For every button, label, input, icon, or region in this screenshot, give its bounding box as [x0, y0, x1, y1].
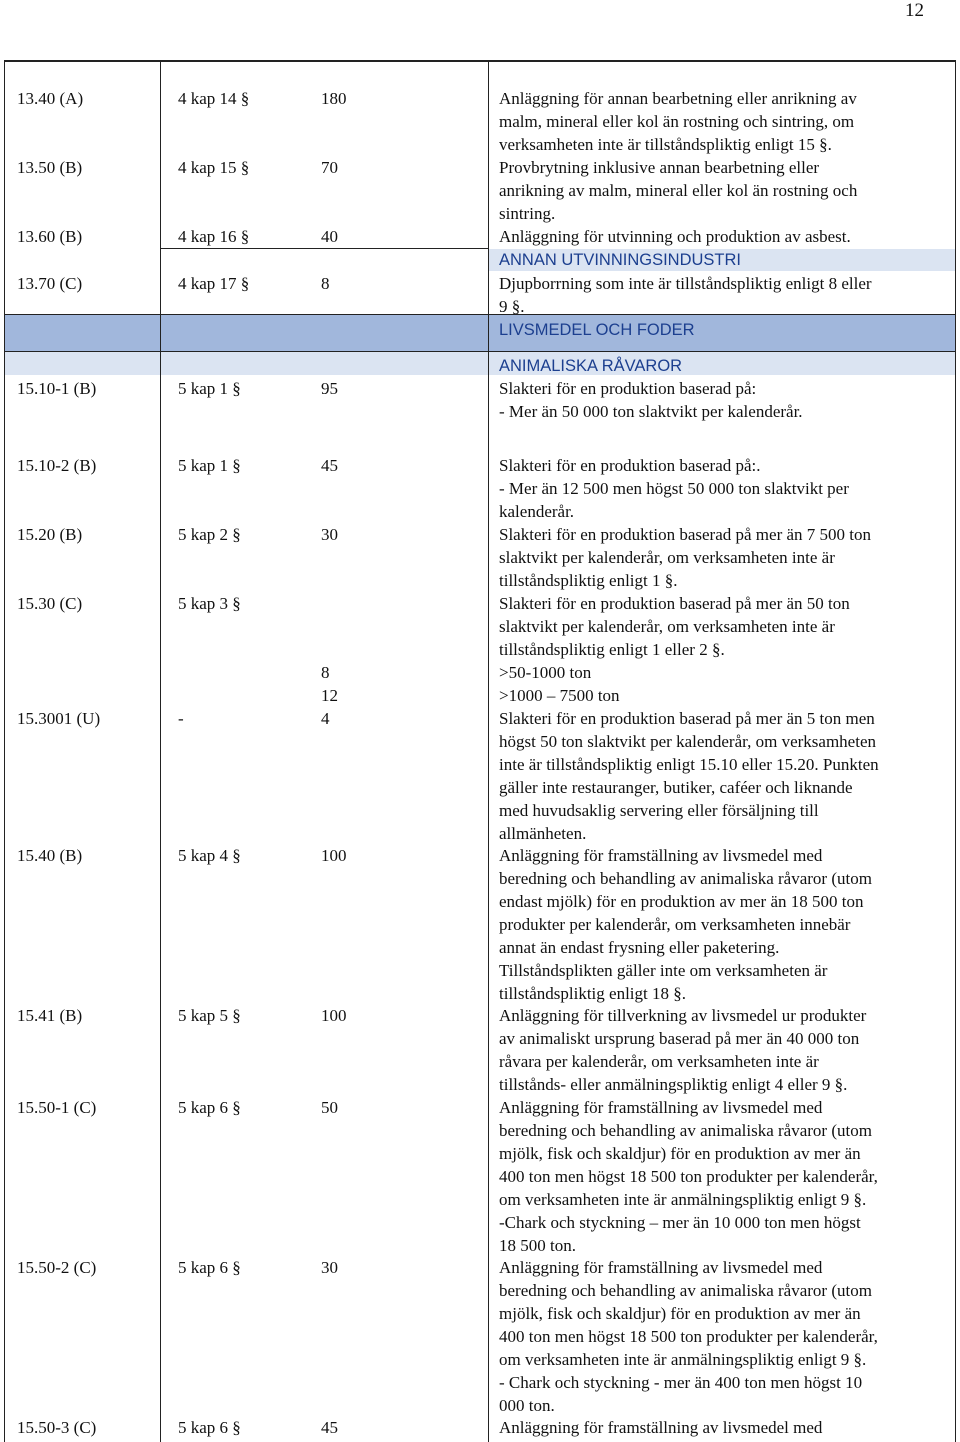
section-header-annan-utvinningsindustri: ANNAN UTVINNINGSINDUSTRI [499, 251, 742, 269]
row-code: 13.50 (B) [17, 158, 83, 177]
row-section: 4 kap 14 § [178, 89, 250, 108]
row-points: 100 [321, 1006, 347, 1025]
row-section: 5 kap 3 § [178, 594, 241, 613]
row-section: 5 kap 6 § [178, 1258, 241, 1277]
row-section: 5 kap 6 § [178, 1418, 241, 1437]
row-section: 5 kap 2 § [178, 525, 241, 544]
row-section: 5 kap 1 § [178, 379, 241, 398]
row-points: 45 [321, 456, 338, 475]
row-code: 15.50-2 (C) [17, 1258, 97, 1277]
row-description: Anläggning för framställning av livsmedel med beredning och behandling av animaliska råvaror (utom mjölk, fisk och skaldjur) för en produktion av mer än 400 ton men högst 18 500 ton produkter per kalenderår, om verksamheten inte är anmälningspliktig enligt 9 §. - Chark och styckning - mer än 400 ton men högst 10 000 ton. [499, 1258, 878, 1415]
row-points: 8 [321, 274, 330, 293]
row-description: Anläggning för framställning av livsmedel med [499, 1418, 823, 1437]
row-points: 180 [321, 89, 347, 108]
row-points: 30 [321, 1258, 338, 1277]
col-divider-2 [488, 61, 489, 1442]
row-line [5, 351, 955, 352]
row-points: 95 [321, 379, 338, 398]
row-description: Anläggning för framställning av livsmedel med beredning och behandling av animaliska råvaror (utom endast mjölk) för en produktion av mer än 18 500 ton produkter per kalenderår, om verksamheten innebär annat än endast frysning eller paketering. Tillståndsplikten gäller inte om verksamheten är tillståndspliktig enligt 18 §. [499, 846, 872, 1003]
row-points: 70 [321, 158, 338, 177]
row-description: Djupborrning som inte är tillståndspliktig enligt 8 eller 9 §. [499, 274, 872, 316]
row-line [5, 61, 955, 62]
header-band-animaliska [5, 351, 955, 375]
row-description: Anläggning för utvinning och produktion av asbest. [499, 227, 851, 246]
row-description: Slakteri för en produktion baserad på mer än 5 ton men högst 50 ton slaktvikt per kalenderår, om verksamheten inte är tillståndspliktig enligt 15.10 eller 15.20. Punkten gäller inte restauranger, butiker, caféer och liknande med huvudsaklig servering eller försäljning till allmänheten. [499, 709, 879, 843]
row-points: 45 [321, 1418, 338, 1437]
section-header-livsmedel-och-foder: LIVSMEDEL OCH FODER [499, 321, 695, 339]
row-section: 5 kap 5 § [178, 1006, 241, 1025]
header-band-livsmedel [5, 315, 955, 351]
row-description: Provbrytning inklusive annan bearbetning eller anrikning av malm, mineral eller kol än rostning och sintring. [499, 158, 858, 223]
row-section: 4 kap 16 § [178, 227, 250, 246]
row-description: Anläggning för framställning av livsmedel med beredning och behandling av animaliska råvaror (utom mjölk, fisk och skaldjur) för en produktion av mer än 400 ton men högst 18 500 ton produkter per kalenderår, om verksamheten inte är anmälningspliktig enligt 9 §. -Chark och styckning – mer än 10 000 ton men högst 18 500 ton. [499, 1098, 878, 1255]
row-section: 4 kap 15 § [178, 158, 250, 177]
row-line [160, 248, 489, 249]
row-code: 15.3001 (U) [17, 709, 101, 728]
row-description: Anläggning för annan bearbetning eller anrikning av malm, mineral eller kol än rostning och sintring, om verksamheten inte är tillståndspliktig enligt 15 §. [499, 89, 857, 154]
row-code: 15.50-3 (C) [17, 1418, 97, 1437]
row-code: 15.10-1 (B) [17, 379, 97, 398]
row-code: 13.40 (A) [17, 89, 84, 108]
row-description: Slakteri för en produktion baserad på mer än 7 500 ton slaktvikt per kalenderår, om verksamheten inte är tillståndspliktig enligt 1 §. [499, 525, 872, 590]
row-code: 15.20 (B) [17, 525, 83, 544]
row-section: 4 kap 17 § [178, 274, 250, 293]
row-code: 15.40 (B) [17, 846, 83, 865]
row-code: 15.41 (B) [17, 1006, 83, 1025]
row-points: 50 [321, 1098, 338, 1117]
row-points: 100 [321, 846, 347, 865]
row-code: 13.70 (C) [17, 274, 83, 293]
row-section: 5 kap 4 § [178, 846, 241, 865]
row-code: 15.30 (C) [17, 594, 83, 613]
row-code: 15.50-1 (C) [17, 1098, 97, 1117]
row-points: 30 [321, 525, 338, 544]
row-description: Slakteri för en produktion baserad på mer än 50 ton slaktvikt per kalenderår, om verksamheten inte är tillståndspliktig enligt 1 eller 2 §. >50-1000 ton >1000 – 7500 ton [499, 594, 850, 705]
row-section: 5 kap 6 § [178, 1098, 241, 1117]
row-code: 13.60 (B) [17, 227, 83, 246]
row-points: 4 [321, 709, 330, 728]
page-number: 12 [905, 0, 924, 21]
section-header-animaliska-ravaror: ANIMALISKA RÅVAROR [499, 357, 683, 375]
row-description: Slakteri för en produktion baserad på:. - Mer än 12 500 men högst 50 000 ton slaktvikt per kalenderår. [499, 456, 849, 521]
row-code: 15.10-2 (B) [17, 456, 97, 475]
col-divider-1 [160, 61, 161, 1442]
row-description: Anläggning för tillverkning av livsmedel ur produkter av animaliskt ursprung baserad på mer än 40 000 ton råvara per kalenderår, om verksamheten inte är tillstånds- eller anmälningspliktig enligt 4 eller 9 §. [499, 1006, 867, 1094]
row-points: 8 12 [321, 663, 338, 705]
activity-table [4, 60, 956, 1442]
row-points: 40 [321, 227, 338, 246]
row-section: - [178, 709, 184, 728]
row-description: Slakteri för en produktion baserad på: - Mer än 50 000 ton slaktvikt per kalenderår. [499, 379, 803, 421]
row-section: 5 kap 1 § [178, 456, 241, 475]
